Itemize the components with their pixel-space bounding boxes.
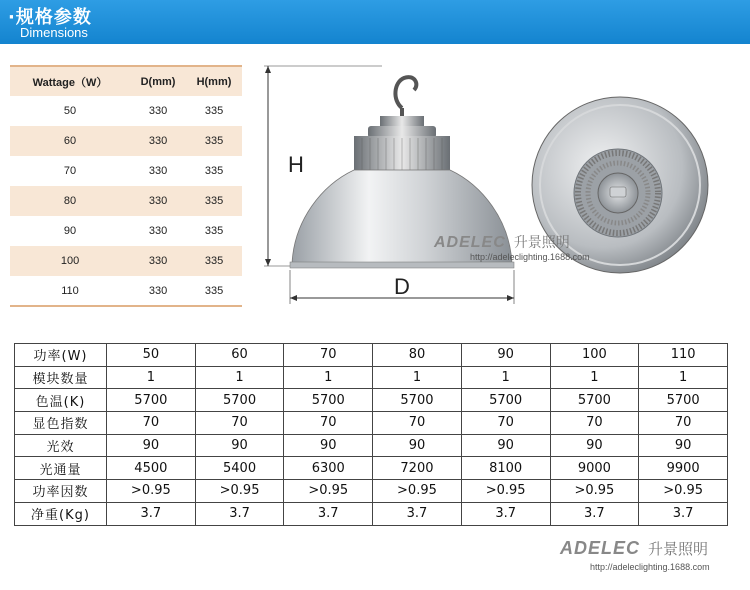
dimension-cell: 335	[204, 165, 224, 177]
spec-table-row	[15, 344, 728, 367]
spec-row-label: 净重(Kg)	[15, 502, 107, 525]
brand-url: http://adeleclighting.1688.com	[590, 562, 710, 572]
spec-cell: 70	[373, 412, 462, 435]
spec-cell: >0.95	[373, 480, 462, 503]
spec-cell: 4500	[107, 457, 196, 480]
spec-cell: 90	[461, 344, 550, 367]
spec-cell: >0.95	[195, 480, 284, 503]
col-wattage: Wattage（W）	[10, 66, 130, 96]
spec-cell: 1	[461, 366, 550, 389]
spec-cell: 5400	[195, 457, 284, 480]
spec-cell: 5700	[284, 389, 373, 412]
spec-cell: 1	[639, 366, 728, 389]
spec-cell: 70	[284, 412, 373, 435]
dimension-table-row	[10, 246, 242, 276]
spec-cell: 50	[107, 344, 196, 367]
dimension-cell: 335	[186, 246, 242, 276]
spec-cell: 90	[373, 434, 462, 457]
spec-cell: 3.7	[195, 502, 284, 525]
spec-cell: 9000	[550, 457, 639, 480]
spec-row-label: 模块数量	[15, 366, 107, 389]
spec-cell: 5700	[550, 389, 639, 412]
spec-cell: 7200	[373, 457, 462, 480]
spec-cell: 100	[550, 344, 639, 367]
dimension-table-row	[10, 156, 242, 186]
spec-cell: 1	[284, 366, 373, 389]
dimension-cell: 80	[10, 186, 130, 216]
spec-table-row	[15, 480, 728, 503]
hook-icon	[395, 77, 416, 118]
spec-row-label: 功率(W)	[15, 344, 107, 367]
dimension-cell: 70	[63, 165, 77, 177]
spec-cell: 110	[639, 344, 728, 367]
brand-name-cn: 升景照明	[513, 235, 570, 251]
spec-row-label: 显色指数	[15, 412, 107, 435]
brand-url: http://adeleclighting.1688.com	[470, 252, 590, 262]
spec-cell: 90	[107, 434, 196, 457]
spec-cell: 60	[195, 344, 284, 367]
dimension-cell: 335	[204, 225, 224, 237]
spec-row-label: 色温(K)	[15, 389, 107, 412]
brand-logo: ADELEC	[560, 538, 641, 558]
spec-table-row	[15, 457, 728, 480]
dimension-cell: 100	[10, 246, 130, 276]
section-header	[0, 0, 750, 44]
dimension-table-row	[10, 216, 242, 246]
brand-logo: ADELEC	[434, 234, 506, 251]
dimension-cell: 330	[130, 276, 186, 306]
brand-watermark-bottom	[560, 538, 710, 572]
spec-cell: 90	[284, 434, 373, 457]
dimension-table	[10, 65, 242, 307]
spec-cell: 70	[107, 412, 196, 435]
spec-cell: 70	[639, 412, 728, 435]
spec-cell: >0.95	[107, 480, 196, 503]
dimension-cell: 335	[204, 105, 224, 117]
spec-cell: 5700	[373, 389, 462, 412]
spec-row-label: 光通量	[15, 457, 107, 480]
spec-cell: 3.7	[107, 502, 196, 525]
section-subtitle: Dimensions	[20, 25, 88, 40]
spec-cell: 70	[284, 344, 373, 367]
spec-cell: >0.95	[284, 480, 373, 503]
dimension-cell: 330	[148, 165, 168, 177]
spec-table	[14, 343, 728, 526]
spec-cell: 9900	[639, 457, 728, 480]
spec-table-row	[15, 412, 728, 435]
spec-cell: 1	[373, 366, 462, 389]
dimension-cell: 60	[10, 126, 130, 156]
spec-table-row	[15, 366, 728, 389]
brand-watermark-mid	[434, 232, 590, 262]
spec-cell: 5700	[639, 389, 728, 412]
spec-cell: 1	[195, 366, 284, 389]
dimension-cell: 50	[63, 105, 77, 117]
dimension-table-row	[10, 126, 242, 156]
spec-cell: 90	[195, 434, 284, 457]
spec-cell: 1	[107, 366, 196, 389]
col-diameter: D(mm)	[130, 66, 186, 96]
lamp-dimension-drawing	[262, 60, 532, 310]
spec-cell: 70	[550, 412, 639, 435]
spec-row-label: 功率因数	[15, 480, 107, 503]
spec-table-row	[15, 389, 728, 412]
dimension-cell: 330	[148, 105, 168, 117]
shade-rim	[290, 262, 514, 268]
spec-row-label: 光效	[15, 434, 107, 457]
spec-table-row	[15, 502, 728, 525]
brand-name-cn: 升景照明	[648, 540, 709, 558]
spec-cell: 70	[195, 412, 284, 435]
spec-cell: 3.7	[550, 502, 639, 525]
spec-cell: >0.95	[639, 480, 728, 503]
dimension-cell: 110	[10, 276, 130, 306]
spec-cell: 6300	[284, 457, 373, 480]
section-title: ·规格参数	[8, 7, 92, 28]
diameter-label: D	[394, 274, 410, 299]
dimension-table-row	[10, 276, 242, 306]
dimension-cell: 335	[186, 126, 242, 156]
spec-cell: 80	[373, 344, 462, 367]
spec-cell: 5700	[107, 389, 196, 412]
spec-cell: 3.7	[639, 502, 728, 525]
spec-cell: >0.95	[550, 480, 639, 503]
spec-cell: 3.7	[461, 502, 550, 525]
col-height: H(mm)	[186, 66, 242, 96]
dimension-cell: 335	[186, 276, 242, 306]
heat-sink	[354, 116, 450, 172]
spec-cell: 90	[461, 434, 550, 457]
spec-cell: >0.95	[461, 480, 550, 503]
dimension-table-header	[10, 66, 242, 96]
dimension-cell: 330	[148, 225, 168, 237]
spec-cell: 3.7	[284, 502, 373, 525]
spec-cell: 5700	[461, 389, 550, 412]
spec-table-row	[15, 434, 728, 457]
dimension-cell: 90	[63, 225, 77, 237]
spec-cell: 5700	[195, 389, 284, 412]
dimension-table-row	[10, 186, 242, 216]
dimension-cell: 330	[130, 186, 186, 216]
spec-cell: 70	[461, 412, 550, 435]
dimension-cell: 330	[130, 126, 186, 156]
spec-cell: 1	[550, 366, 639, 389]
spec-cell: 90	[639, 434, 728, 457]
dimension-cell: 335	[186, 186, 242, 216]
height-label: H	[288, 152, 304, 177]
dimension-table-row	[10, 96, 242, 126]
spec-cell: 3.7	[373, 502, 462, 525]
spec-cell: 8100	[461, 457, 550, 480]
spec-cell: 90	[550, 434, 639, 457]
dimension-cell: 330	[130, 246, 186, 276]
